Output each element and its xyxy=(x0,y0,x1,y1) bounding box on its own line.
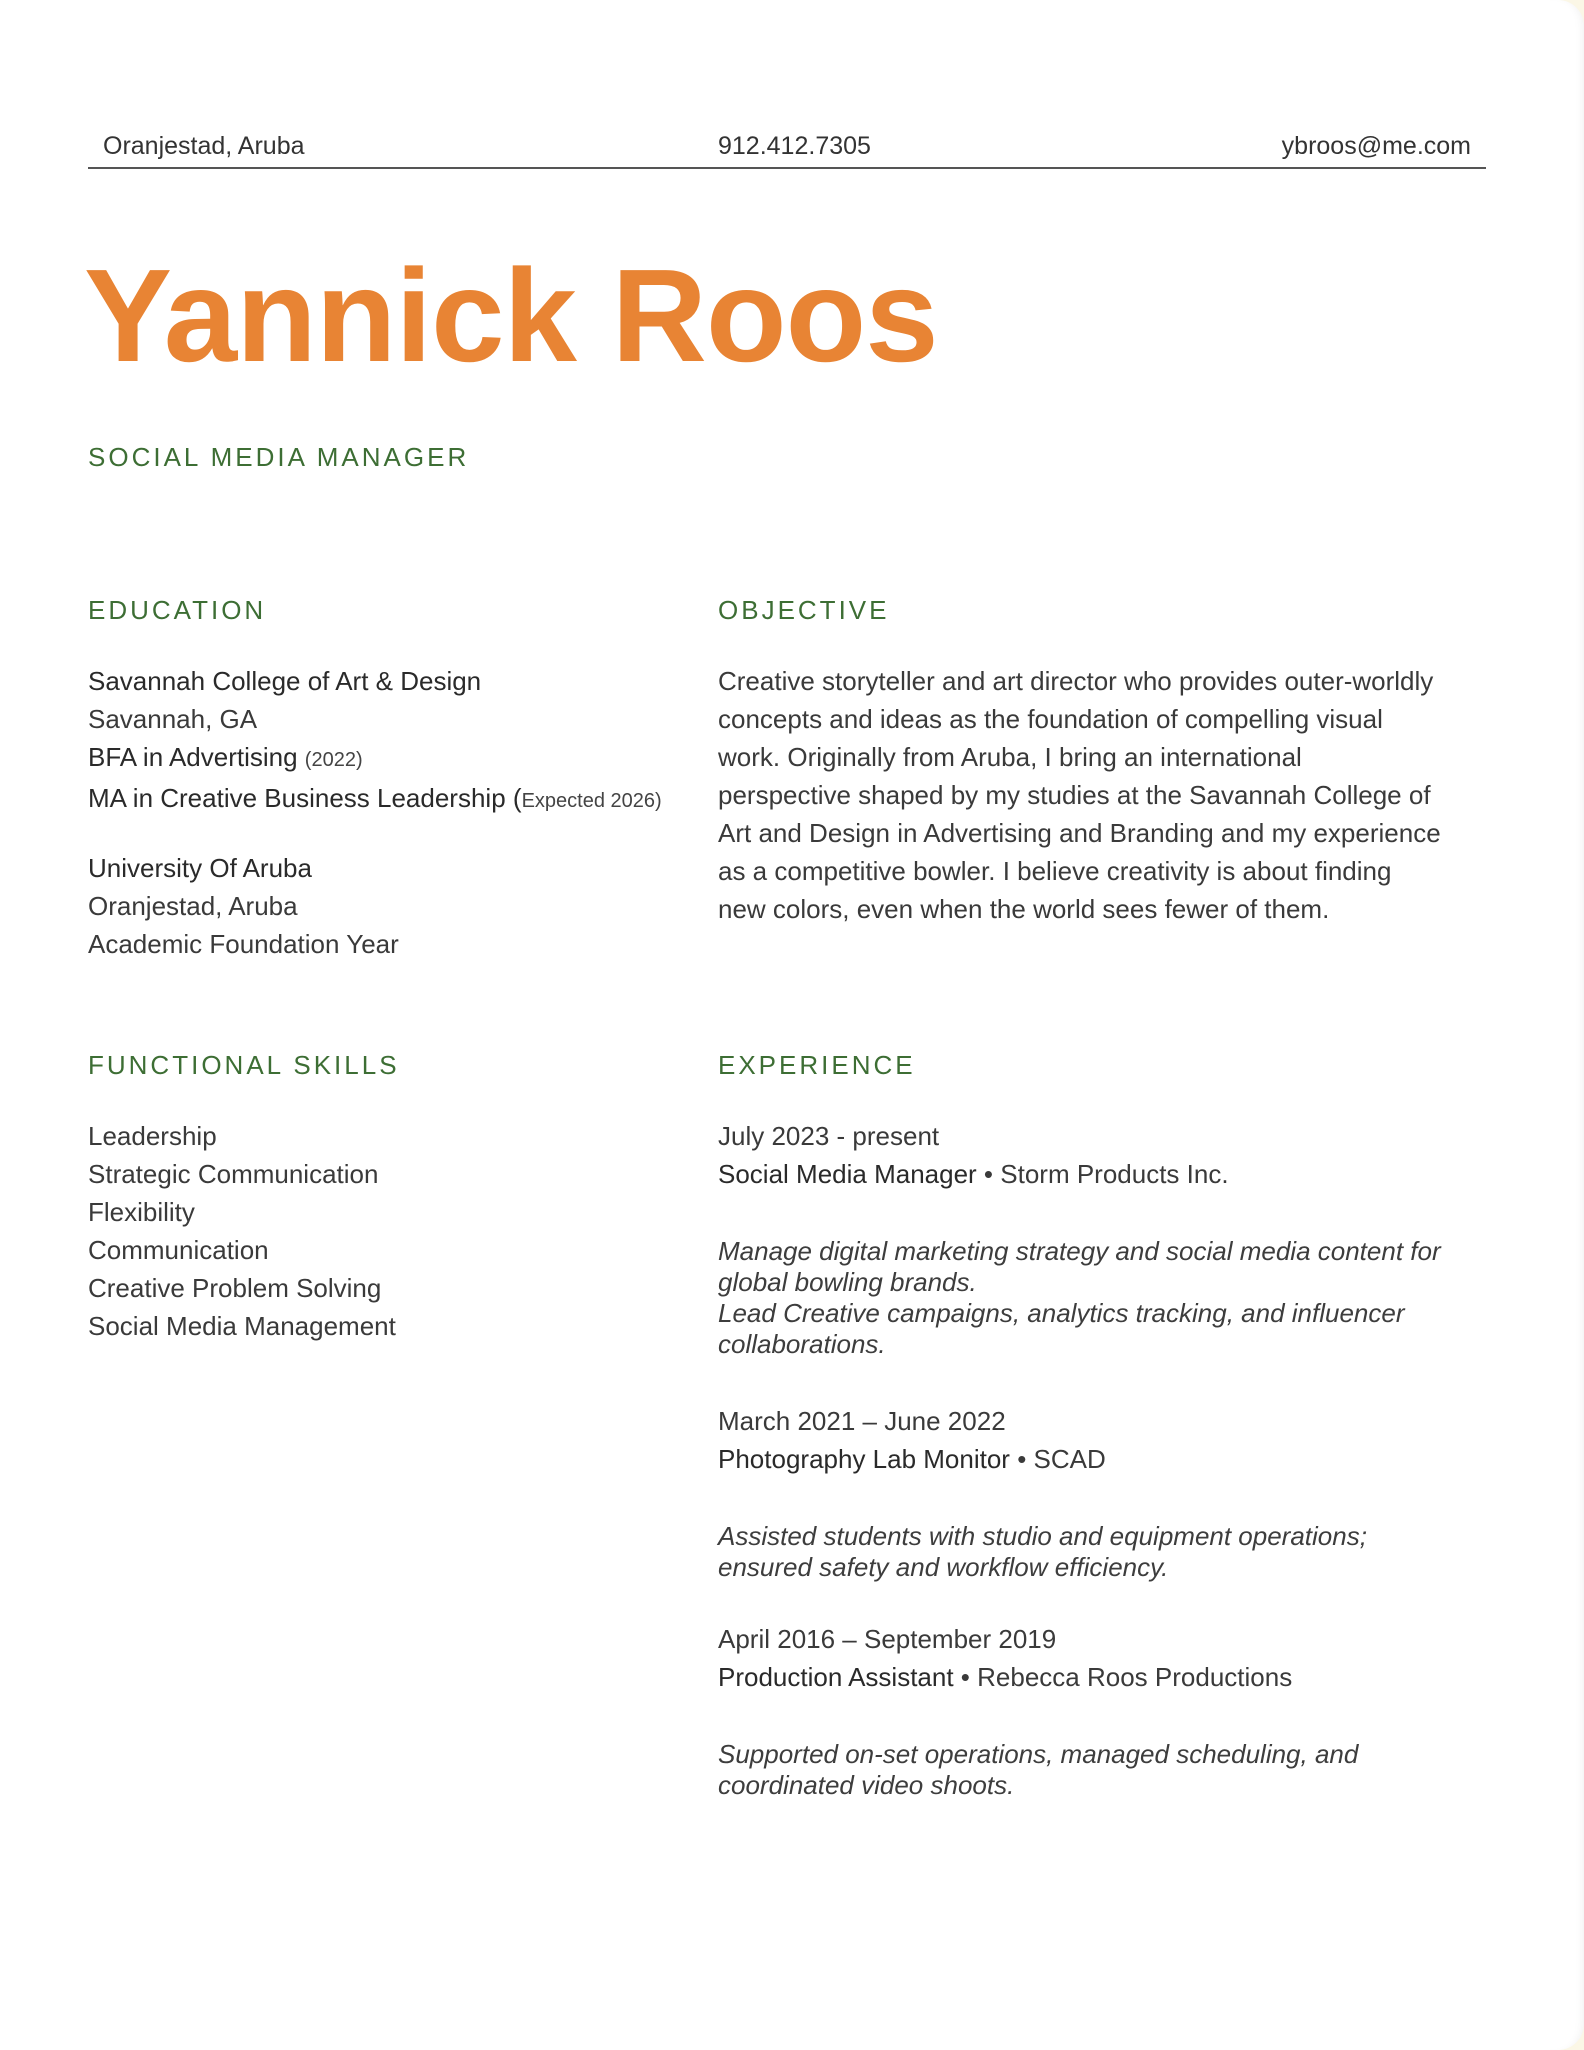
skill-item: Leadership xyxy=(88,1121,217,1151)
job-header xyxy=(718,1620,1292,1696)
experience-heading: EXPERIENCE xyxy=(718,1050,916,1080)
job-company: SCAD xyxy=(1033,1444,1106,1474)
skills-heading: FUNCTIONAL SKILLS xyxy=(88,1050,400,1080)
job-description-line: Manage digital marketing strategy and social media content for xyxy=(718,1236,1441,1266)
skill-item: Social Media Management xyxy=(88,1311,396,1341)
job-title-line xyxy=(718,1440,1106,1478)
job-description-line: ensured safety and workflow efficiency. xyxy=(718,1552,1169,1582)
job-position: Production Assistant xyxy=(718,1662,954,1692)
contact-location: Oranjestad, Aruba xyxy=(103,132,305,160)
job-header xyxy=(718,1117,1229,1193)
degree-ma-label: MA in Creative Business Leadership xyxy=(88,783,506,813)
job-description-line: Supported on-set operations, managed scheduling, and xyxy=(718,1739,1359,1769)
job-description xyxy=(718,1236,1478,1360)
job-header xyxy=(718,1402,1106,1478)
objective-line: new colors, even when the world sees fewer of them. xyxy=(718,894,1330,924)
objective-line: perspective shaped by my studies at the Savannah College of xyxy=(718,780,1431,810)
candidate-name: Yannick Roos xyxy=(84,242,938,389)
school-program: Academic Foundation Year xyxy=(88,929,399,959)
job-description-line: Lead Creative campaigns, analytics tracking, and influencer xyxy=(718,1298,1405,1328)
job-description-line: Assisted students with studio and equipment operations; xyxy=(718,1521,1367,1551)
job-dates: April 2016 – September 2019 xyxy=(718,1624,1057,1654)
job-description xyxy=(718,1739,1478,1801)
contact-email: ybroos@me.com xyxy=(1281,132,1471,160)
contact-bar xyxy=(88,127,1486,169)
education-heading: EDUCATION xyxy=(88,595,267,625)
degree-ma-paren: ( xyxy=(512,783,522,813)
school-location: Savannah, GA xyxy=(88,704,258,734)
job-dates: March 2021 – June 2022 xyxy=(718,1406,1006,1436)
bullet-separator: • xyxy=(953,1662,978,1692)
objective-text xyxy=(718,662,1478,928)
school-name: Savannah College of Art & Design xyxy=(88,666,482,696)
job-company: Storm Products Inc. xyxy=(1000,1159,1229,1189)
degree-bfa-label: BFA in Advertising xyxy=(88,742,298,772)
school-name: University Of Aruba xyxy=(88,853,312,883)
skill-item: Creative Problem Solving xyxy=(88,1273,382,1303)
degree-ma-expected: Expected 2026) xyxy=(521,790,662,812)
job-position: Social Media Manager xyxy=(718,1159,977,1189)
skill-item: Strategic Communication xyxy=(88,1159,379,1189)
objective-heading: OBJECTIVE xyxy=(718,595,890,625)
degree-ma xyxy=(88,779,662,820)
degree-bfa xyxy=(88,738,662,779)
job-description-line: global bowling brands. xyxy=(718,1267,977,1297)
school-location: Oranjestad, Aruba xyxy=(88,891,298,921)
objective-line: work. Originally from Aruba, I bring an international xyxy=(718,742,1302,772)
job-description xyxy=(718,1521,1478,1583)
skill-item: Communication xyxy=(88,1235,269,1265)
job-position: Photography Lab Monitor xyxy=(718,1444,1010,1474)
bullet-separator: • xyxy=(1009,1444,1034,1474)
education-entry-ua xyxy=(88,849,399,963)
bullet-separator: • xyxy=(976,1159,1001,1189)
contact-phone: 912.412.7305 xyxy=(718,132,871,160)
candidate-role: SOCIAL MEDIA MANAGER xyxy=(88,442,470,472)
job-description-line: coordinated video shoots. xyxy=(718,1770,1015,1800)
job-company: Rebecca Roos Productions xyxy=(977,1662,1293,1692)
degree-bfa-year: (2022) xyxy=(304,749,363,771)
skill-item: Flexibility xyxy=(88,1197,195,1227)
job-title-line xyxy=(718,1155,1229,1193)
job-description-line: collaborations. xyxy=(718,1329,886,1359)
job-dates: July 2023 - present xyxy=(718,1121,940,1151)
job-title-line xyxy=(718,1658,1292,1696)
objective-line: Art and Design in Advertising and Branding and my experience xyxy=(718,818,1441,848)
education-entry-scad xyxy=(88,662,662,820)
objective-line: Creative storyteller and art director who provides outer-worldly xyxy=(718,666,1434,696)
skills-list xyxy=(88,1117,396,1345)
objective-line: concepts and ideas as the foundation of compelling visual xyxy=(718,704,1383,734)
objective-line: as a competitive bowler. I believe creativity is about finding xyxy=(718,856,1392,886)
